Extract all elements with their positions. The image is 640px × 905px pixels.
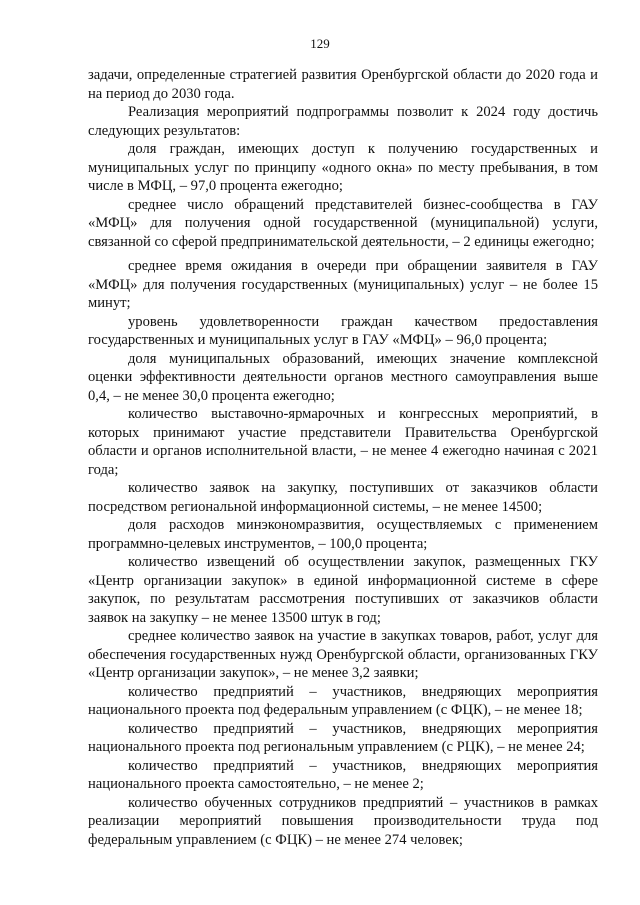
paragraph-14: количество предприятий – участников, внедряющих мероприятия национального проекта под региональным управлением (с РЦК), – не менее 24; — [88, 720, 598, 755]
paragraph-13: количество предприятий – участников, внедряющих мероприятия национального проекта под федеральным управлением (с ФЦК), – не менее 18; — [88, 683, 598, 718]
paragraph-11: количество извещений об осуществлении закупок, размещенных ГКУ «Центр организации закупок» в единой информационной системе в сфере закупок, по результатам рассмотрения поступивших от заказчиков области заявок на закупку – не менее 13500 штук в год; — [88, 554, 598, 626]
paragraph-4: среднее число обращений представителей бизнес-сообщества в ГАУ «МФЦ» для получения одной государственной (муниципальной) услуги, связанной со сферой предпринимательской деятельности, – 2 единицы ежегодно; — [88, 196, 598, 250]
paragraph-7: доля муниципальных образований, имеющих значение комплексной оценки эффективности деятельности органов местного самоуправления выше 0,4, – не менее 30,0 процента ежегодно; — [88, 350, 598, 404]
paragraph-6: уровень удовлетворенности граждан качеством предоставления государственных и муниципальных услуг в ГАУ «МФЦ» – 96,0 процента; — [88, 313, 598, 348]
page-number: 129 — [310, 36, 330, 51]
paragraph-1: задачи, определенные стратегией развития Оренбургской области до 2020 года и на период до 2030 года. — [88, 67, 598, 102]
paragraph-8: количество выставочно-ярмарочных и конгрессных мероприятий, в которых принимают участие представители Правительства Оренбургской области и органов исполнительной власти, – не менее 4 ежегодно начиная с 2021 года; — [88, 406, 598, 478]
paragraph-15: количество предприятий – участников, внедряющих мероприятия национального проекта самостоятельно, – не менее 2; — [88, 757, 598, 792]
paragraph-2: Реализация мероприятий подпрограммы позволит к 2024 году достичь следующих результатов: — [88, 104, 598, 139]
paragraph-5: среднее время ожидания в очереди при обращении заявителя в ГАУ «МФЦ» для получения государственных (муниципальных) услуг – не более 15 минут; — [88, 258, 598, 311]
paragraph-9: количество заявок на закупку, поступивших от заказчиков области посредством региональной информационной системы, – не менее 14500; — [88, 480, 598, 515]
paragraph-3: доля граждан, имеющих доступ к получению государственных и муниципальных услуг по принципу «одного окна» по месту пребывания, в том числе в МФЦ, – 97,0 процента ежегодно; — [88, 141, 598, 194]
paragraph-16: количество обученных сотрудников предприятий – участников в рамках реализации мероприятий повышения производительности труда под федеральным управлением (с ФЦК) – не менее 274 человек; — [88, 794, 598, 848]
paragraph-10: доля расходов минэкономразвития, осуществляемых с применением программно-целевых инструментов, – 100,0 процента; — [88, 517, 598, 552]
paragraph-12: среднее количество заявок на участие в закупках товаров, работ, услуг для обеспечения государственных нужд Оренбургской области, организованных ГКУ «Центр организации закупок», – не менее 3,2 заявки; — [88, 628, 598, 681]
document-body — [88, 66, 598, 849]
